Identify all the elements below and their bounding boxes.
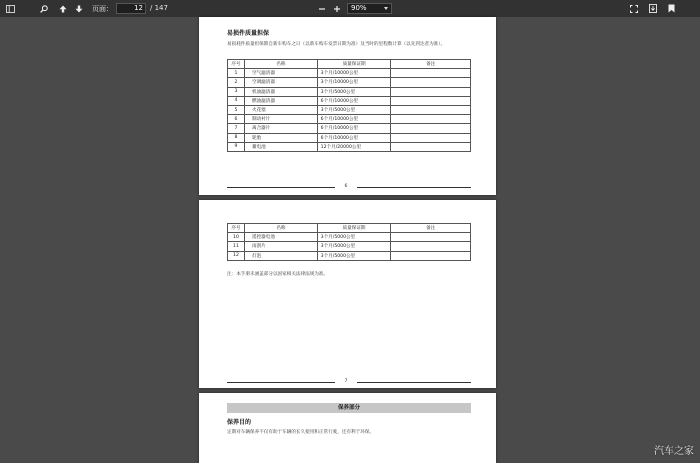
- table-row: [228, 105, 471, 114]
- table-row: [228, 133, 471, 142]
- table-cell: 制动衬片: [244, 115, 317, 124]
- table-row: [228, 124, 471, 133]
- table-cell: 3个月/5000公里: [317, 251, 391, 260]
- chevron-down-icon: [384, 7, 388, 10]
- table-row: [228, 233, 471, 242]
- table-cell: 12个月/20000公里: [317, 142, 391, 151]
- table-cell: 离合器片: [244, 124, 317, 133]
- table-cell: [391, 251, 471, 260]
- table-cell: 雨刮片: [244, 242, 317, 251]
- table-cell: 3个月/5000公里: [317, 105, 391, 114]
- column-header: 质量保证期: [317, 224, 391, 233]
- section-heading: 保养目的: [227, 419, 252, 426]
- table-cell: 4: [228, 96, 245, 105]
- table-cell: 火花塞: [244, 105, 317, 114]
- zoom-select[interactable]: [347, 3, 392, 14]
- table-cell: [391, 142, 471, 151]
- table-cell: 8: [228, 133, 245, 142]
- table-row: [228, 69, 471, 78]
- table-cell: 6个月/10000公里: [317, 96, 391, 105]
- maintenance-paragraph: 定期对车辆保养不仅有助于车辆的长久使用和正常行驶，还有利于环保。: [227, 430, 375, 435]
- section-title-bar: 保养部分: [227, 403, 471, 413]
- table-cell: [391, 233, 471, 242]
- table-cell: 遥控器电池: [244, 233, 317, 242]
- page-label: 页面：: [92, 5, 113, 13]
- table-cell: 3: [228, 87, 245, 96]
- table-row: [228, 87, 471, 96]
- table-row: [228, 251, 471, 260]
- zoom-value: 90%: [351, 4, 367, 12]
- table-cell: [391, 105, 471, 114]
- section-heading: 易损件质量担保: [227, 30, 270, 37]
- column-header: 名称: [244, 224, 317, 233]
- page-number: 6: [344, 184, 348, 189]
- table-cell: 6个月/10000公里: [317, 133, 391, 142]
- search-icon[interactable]: [38, 0, 50, 17]
- page-number-input[interactable]: 12: [116, 3, 146, 14]
- column-header: 质量保证期: [317, 60, 391, 69]
- footer-divider: [227, 187, 335, 188]
- column-header: 序号: [228, 224, 245, 233]
- table-cell: 3个月/10000公里: [317, 78, 391, 87]
- table-cell: [391, 115, 471, 124]
- table-cell: 空调滤清器: [244, 78, 317, 87]
- table-header-row: [228, 224, 471, 233]
- warranty-paragraph: 易损耗件质量担保期自新车购车之日（以新车购车发票日期为准）及当时的里程数计算（以先到达者为准）。: [227, 42, 446, 47]
- table-cell: 2: [228, 78, 245, 87]
- table-cell: [391, 124, 471, 133]
- table-note: 注：本手册未涵盖部分以国家相关法律法规为准。: [227, 272, 329, 277]
- table-cell: [391, 87, 471, 96]
- table-cell: 燃油滤清器: [244, 96, 317, 105]
- table-cell: 3个月/10000公里: [317, 69, 391, 78]
- page-total: / 147: [150, 4, 168, 12]
- column-header: 序号: [228, 60, 245, 69]
- fullscreen-icon[interactable]: [628, 0, 640, 17]
- table-cell: [391, 96, 471, 105]
- table-cell: 3个月/5000公里: [317, 242, 391, 251]
- table-cell: [391, 133, 471, 142]
- zoom-out-icon[interactable]: [316, 0, 328, 17]
- table-row: [228, 142, 471, 151]
- table-cell: 灯泡: [244, 251, 317, 260]
- table-cell: 轮胎: [244, 133, 317, 142]
- pdf-page-7: [199, 200, 496, 388]
- footer-divider: [357, 382, 471, 383]
- table-cell: 1: [228, 69, 245, 78]
- table-cell: 10: [228, 233, 245, 242]
- watermark-text: 汽车之家: [654, 446, 694, 457]
- footer-divider: [227, 382, 335, 383]
- table-cell: 3个月/5000公里: [317, 87, 391, 96]
- pdf-page-6: [199, 17, 496, 195]
- footer-divider: [357, 187, 471, 188]
- warranty-table-continued: [227, 223, 471, 261]
- arrow-down-icon[interactable]: [73, 0, 85, 17]
- table-row: [228, 78, 471, 87]
- download-icon[interactable]: [647, 0, 659, 17]
- warranty-table: [227, 59, 471, 152]
- bookmark-icon[interactable]: [665, 0, 677, 17]
- table-cell: 5: [228, 105, 245, 114]
- table-cell: 空气滤清器: [244, 69, 317, 78]
- table-cell: 11: [228, 242, 245, 251]
- zoom-in-icon[interactable]: [331, 0, 343, 17]
- table-cell: 3个月/5000公里: [317, 233, 391, 242]
- table-cell: [391, 78, 471, 87]
- table-row: [228, 115, 471, 124]
- table-cell: [391, 242, 471, 251]
- column-header: 备注: [391, 60, 471, 69]
- table-cell: 6个月/10000公里: [317, 115, 391, 124]
- table-cell: 9: [228, 142, 245, 151]
- table-header-row: [228, 60, 471, 69]
- table-row: [228, 242, 471, 251]
- table-row: [228, 96, 471, 105]
- pdf-page-8: [199, 393, 496, 463]
- pdf-toolbar: [0, 0, 700, 17]
- table-cell: 蓄电池: [244, 142, 317, 151]
- column-header: 名称: [244, 60, 317, 69]
- table-cell: 12: [228, 251, 245, 260]
- table-cell: 6个月/10000公里: [317, 124, 391, 133]
- table-cell: [391, 69, 471, 78]
- column-header: 备注: [391, 224, 471, 233]
- table-cell: 6: [228, 115, 245, 124]
- table-cell: 7: [228, 124, 245, 133]
- page-number: 7: [344, 379, 348, 384]
- sidebar-toggle-icon[interactable]: [4, 0, 16, 17]
- arrow-up-icon[interactable]: [57, 0, 69, 17]
- table-cell: 机油滤清器: [244, 87, 317, 96]
